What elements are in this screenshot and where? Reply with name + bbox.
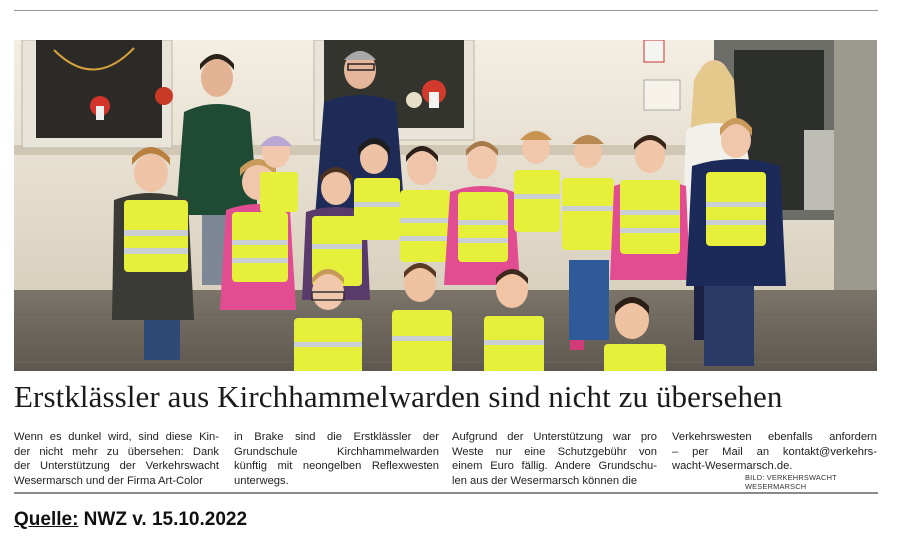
article-line: – per Mail an kontakt@verkehrs- [672,445,877,458]
article-line: Aufgrund der Unterstützung war pro [452,431,657,443]
article-line: in Brake sind die Erstklässler der [234,431,439,443]
photo-credit: BILD: VERKEHRSWACHT WESERMARSCH [745,473,837,491]
article-column-1 [14,430,219,488]
article-line: einem Euro fällig. Andere Grundschu- [452,460,657,472]
article-column-2 [234,430,439,488]
article-line: Weste nur eine Schutzgebühr von [452,445,657,458]
headline: Erstklässler aus Kirchhammelwarden sind nicht zu übersehen [14,379,783,414]
article-line: Wesermarsch und der Firma Art-Color [14,474,203,487]
class-photo-illustration [14,40,877,371]
article-line: Verkehrswesten ebenfalls anfordern [672,431,877,443]
bottom-rule [14,492,878,494]
article-line: der Unterstützung der Verkehrswacht [14,460,219,472]
article-line: künftig mit neongelben Reflexwesten [234,460,439,472]
source-citation [14,509,247,531]
article-line: unterwegs. [234,474,289,487]
article-line: wacht-Wesermarsch.de. [672,460,793,472]
top-rule [14,10,878,11]
article-line: Grundschule Kirchhammelwarden [234,445,439,458]
source-text: NWZ v. 15.10.2022 [78,509,248,530]
article-column-3 [452,430,657,488]
article-line: len aus der Wesermarsch können die [452,474,638,487]
article-photo [14,40,877,371]
article-line: der nicht mehr zu übersehen: Dank [14,445,219,458]
article-column-4 [672,430,877,474]
source-label: Quelle: [14,509,79,530]
article-line: Wenn es dunkel wird, sind diese Kin- [14,431,219,443]
